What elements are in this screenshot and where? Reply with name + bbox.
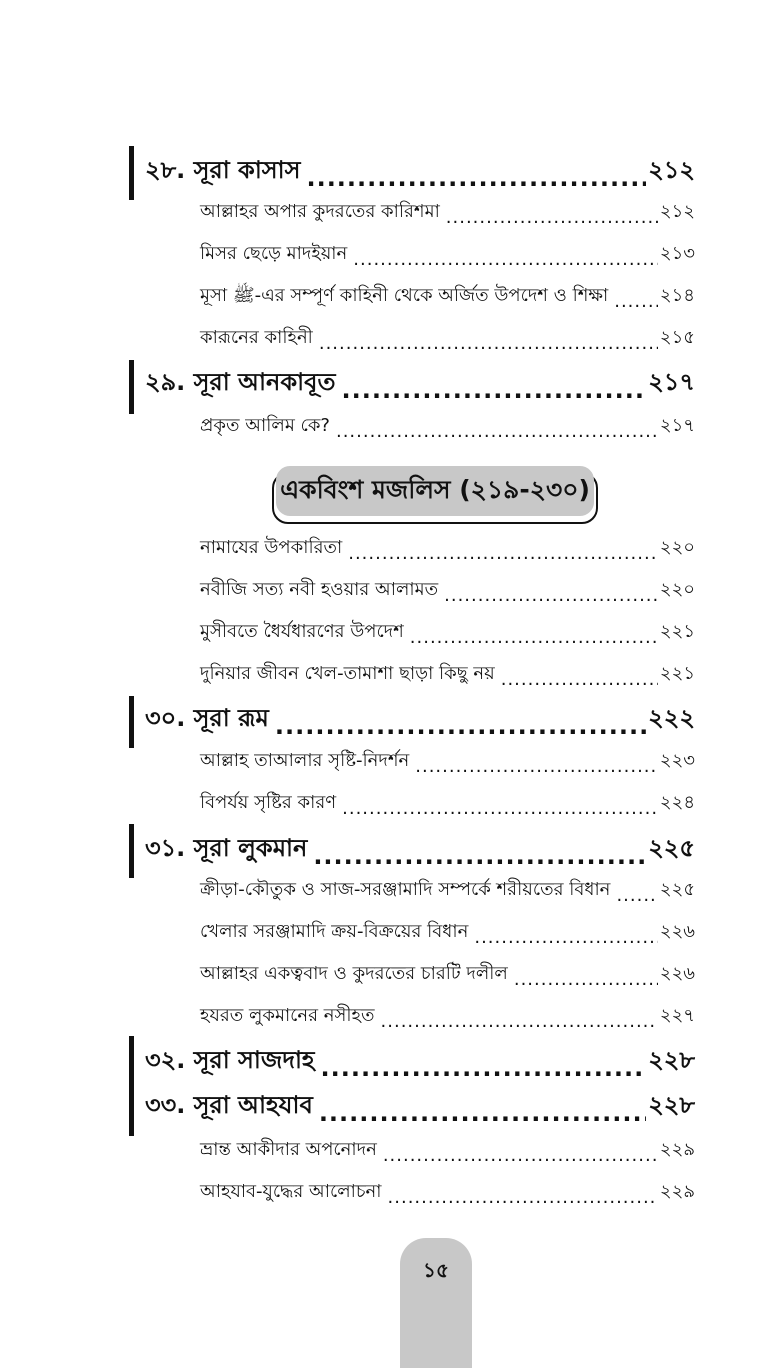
- toc-entry[interactable]: [200, 1176, 695, 1208]
- page-number: ২২০: [659, 579, 695, 600]
- dot-leader: [444, 585, 658, 606]
- dot-leader: [410, 627, 658, 648]
- page-number: ২২১: [659, 621, 695, 642]
- dot-leader: [446, 207, 658, 228]
- entry-title: হযরত লুকমানের নসীহত: [200, 1005, 375, 1026]
- dot-leader: [336, 421, 658, 442]
- entry-title: আল্লাহর অপার কুদরতের কারিশমা: [200, 201, 440, 222]
- chapter-title: ৩২. সূরা সাজদাহ: [145, 1046, 315, 1074]
- chapter-marker-bar: [129, 1036, 134, 1136]
- chapter-heading[interactable]: [145, 364, 695, 404]
- toc-entry[interactable]: [200, 787, 695, 819]
- entry-title: আহযাব-যুদ্ধের আলোচনা: [200, 1181, 382, 1202]
- chapter-heading[interactable]: [145, 152, 695, 192]
- entry-title: কারূনের কাহিনী: [200, 327, 313, 348]
- page-number: ২১৭: [659, 415, 695, 436]
- dot-leader: [614, 291, 658, 312]
- chapter-marker-bar: [129, 146, 134, 200]
- dot-leader: [321, 1054, 647, 1082]
- toc-entry[interactable]: [200, 1000, 695, 1032]
- toc-entry[interactable]: [200, 916, 695, 948]
- entry-title: আল্লাহর একত্ববাদ ও কুদরতের চারটি দলীল: [200, 963, 508, 984]
- entry-title: মূসা ﷺ-এর সম্পূর্ণ কাহিনী থেকে অর্জিত উপদেশ ও শিক্ষা: [200, 285, 609, 306]
- entry-title: দুনিয়ার জীবন খেল-তামাশা ছাড়া কিছু নয়: [200, 663, 495, 684]
- toc-entry[interactable]: [200, 322, 695, 354]
- page-number-label: ১৫: [423, 1258, 449, 1282]
- page-number: ২২৫: [648, 834, 695, 862]
- toc-entry[interactable]: [200, 1134, 695, 1166]
- entry-title: ভ্রান্ত আকীদার অপনোদন: [200, 1139, 377, 1160]
- toc-entry[interactable]: [200, 574, 695, 606]
- page-number: ২১২: [659, 201, 695, 222]
- dot-leader: [383, 1145, 658, 1166]
- page-number: ২১৩: [659, 243, 695, 264]
- entry-title: ক্রীড়া-কৌতুক ও সাজ-সরঞ্জামাদি সম্পর্কে শরীয়তের বিধান: [200, 879, 611, 900]
- dot-leader: [415, 756, 658, 777]
- chapter-marker-bar: [129, 360, 134, 414]
- dot-leader: [306, 164, 646, 192]
- page-number: ২২৬: [659, 963, 695, 984]
- page-number: ২২০: [659, 537, 695, 558]
- toc-entry[interactable]: [200, 238, 695, 270]
- dot-leader: [514, 969, 658, 990]
- page-number: ২২৬: [659, 921, 695, 942]
- chapter-heading[interactable]: [145, 700, 695, 740]
- entry-title: নবীজি সত্য নবী হওয়ার আলামত: [200, 579, 439, 600]
- page-number: ২২৮: [648, 1046, 695, 1074]
- dot-leader: [342, 798, 658, 819]
- dot-leader: [341, 376, 646, 404]
- chapter-heading[interactable]: [145, 1087, 695, 1127]
- dot-leader: [616, 885, 657, 906]
- dot-leader: [388, 1187, 658, 1208]
- toc-entry[interactable]: [200, 280, 695, 312]
- chapter-heading[interactable]: [145, 1042, 695, 1082]
- page-number: ২১৪: [659, 285, 695, 306]
- entry-title: প্রকৃত আলিম কে?: [200, 415, 330, 436]
- toc-entry[interactable]: [200, 532, 695, 564]
- dot-leader: [353, 249, 658, 270]
- page-number: ২১৭: [648, 368, 695, 396]
- entry-title: আল্লাহ তাআলার সৃষ্টি-নিদর্শন: [200, 750, 410, 771]
- page-number-tab: [400, 1238, 472, 1368]
- toc-entry[interactable]: [200, 616, 695, 648]
- dot-leader: [474, 927, 658, 948]
- dot-leader: [313, 842, 646, 870]
- section-heading-box: [272, 466, 598, 524]
- chapter-marker-bar: [129, 824, 134, 878]
- page-number: ২২১: [659, 663, 695, 684]
- entry-title: মিসর ছেড়ে মাদইয়ান: [200, 243, 348, 264]
- toc-entry[interactable]: [200, 410, 695, 442]
- page-number: ২১২: [648, 156, 695, 184]
- dot-leader: [319, 1099, 646, 1127]
- chapter-title: ২৮. সূরা কাসাস: [145, 156, 301, 184]
- page-number: ২২২: [648, 704, 695, 732]
- dot-leader: [275, 712, 646, 740]
- page-number: ২২৯: [659, 1139, 695, 1160]
- entry-title: বিপর্যয় সৃষ্টির কারণ: [200, 792, 337, 813]
- chapter-title: ৩০. সূরা রূম: [145, 704, 269, 732]
- page-number: ২১৫: [659, 327, 695, 348]
- page-number: ২২৯: [659, 1181, 695, 1202]
- chapter-marker-bar: [129, 696, 134, 748]
- dot-leader: [381, 1011, 658, 1032]
- page-number: ২২৭: [659, 1005, 695, 1026]
- page-number: ২২৫: [659, 879, 695, 900]
- section-heading: একবিংশ মজলিস (২১৯-২৩০): [276, 466, 594, 516]
- dot-leader: [319, 333, 658, 354]
- dot-leader: [348, 543, 658, 564]
- page-number: ২২৮: [648, 1091, 695, 1119]
- chapter-title: ৩৩. সূরা আহযাব: [145, 1091, 313, 1119]
- page-number: ২২৩: [659, 750, 695, 771]
- chapter-title: ২৯. সূরা আনকাবূত: [145, 368, 336, 396]
- toc-entry[interactable]: [200, 874, 695, 906]
- entry-title: খেলার সরঞ্জামাদি ক্রয়-বিক্রয়ের বিধান: [200, 921, 469, 942]
- page-number: ২২৪: [659, 792, 695, 813]
- chapter-heading[interactable]: [145, 830, 695, 870]
- entry-title: নামাযের উপকারিতা: [200, 537, 343, 558]
- toc-entry[interactable]: [200, 958, 695, 990]
- dot-leader: [501, 669, 658, 690]
- toc-entry[interactable]: [200, 658, 695, 690]
- toc-entry[interactable]: [200, 196, 695, 228]
- toc-entry[interactable]: [200, 745, 695, 777]
- entry-title: মুসীবতে ধৈর্যধারণের উপদেশ: [200, 621, 404, 642]
- chapter-title: ৩১. সূরা লুকমান: [145, 834, 308, 862]
